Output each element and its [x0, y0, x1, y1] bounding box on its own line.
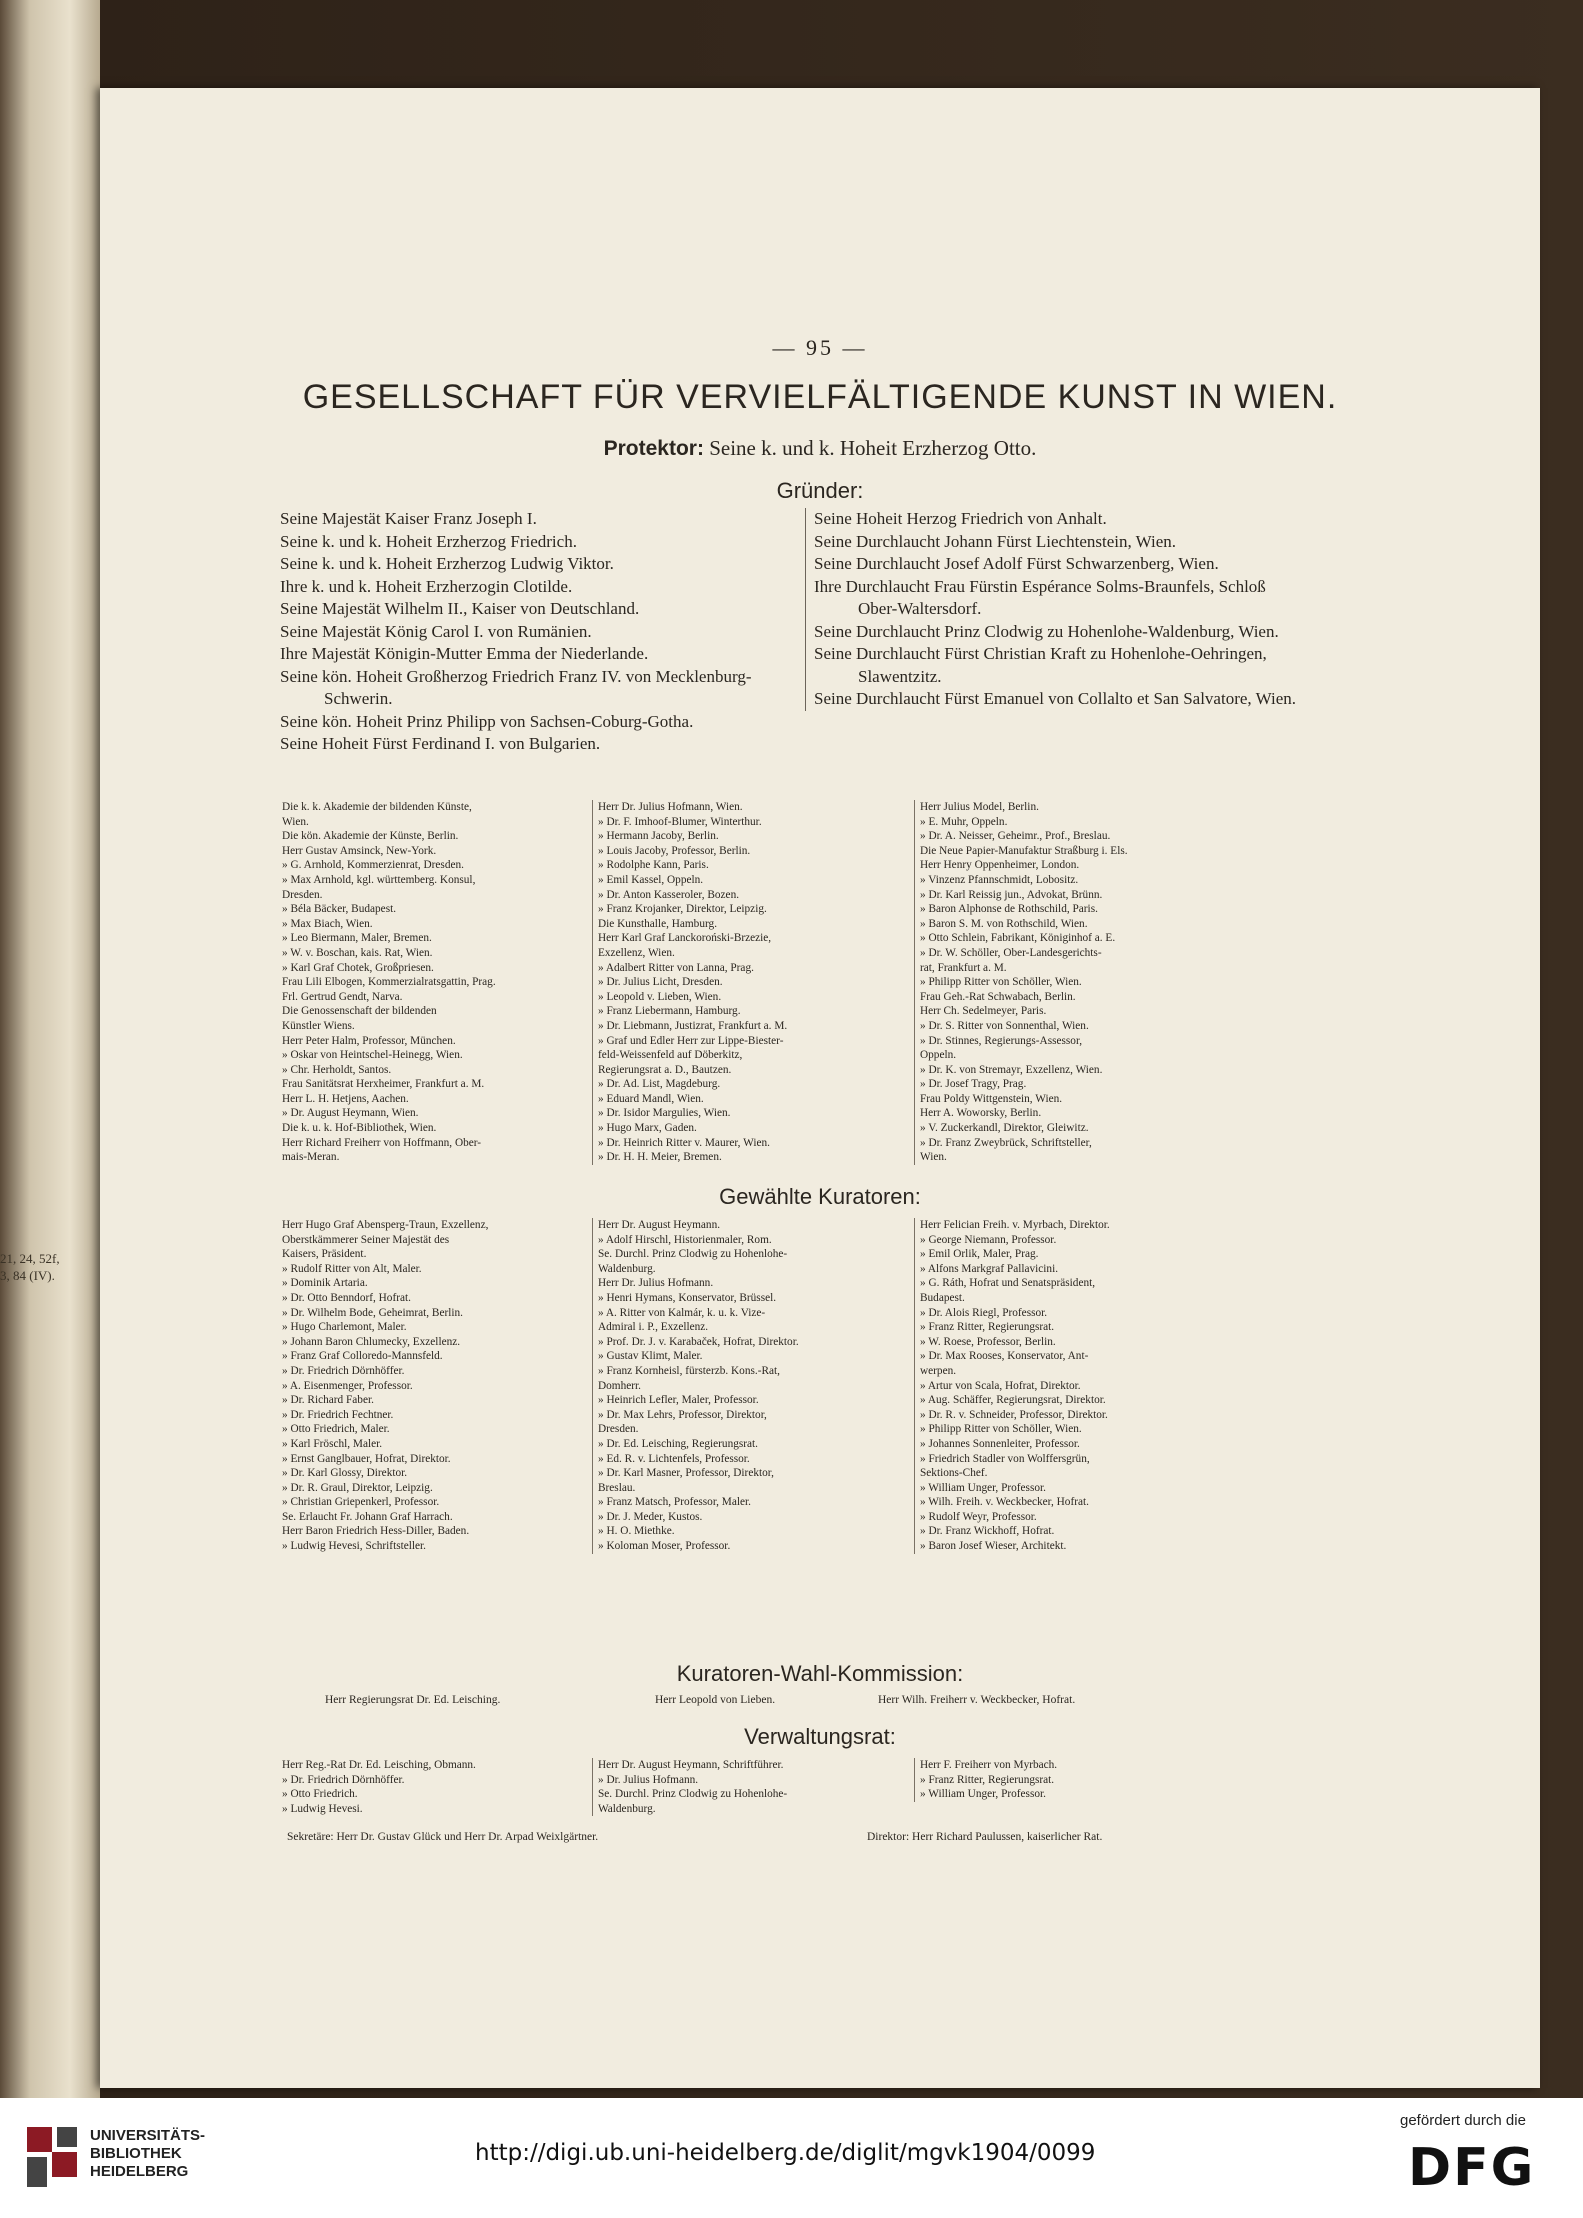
- member-entry: » Max Arnhold, kgl. württemberg. Konsul,: [282, 873, 476, 886]
- kurator-entry: » Emil Orlik, Maler, Prag.: [920, 1248, 1039, 1261]
- verwaltungsrat-column-2: [592, 1758, 918, 1816]
- kurator-entry: » Ludwig Hevesi, Schriftsteller.: [282, 1540, 427, 1553]
- member-entry: Die Genossenschaft der bildenden: [282, 1005, 437, 1018]
- member-entry: » Baron S. M. von Rothschild, Wien.: [920, 917, 1088, 930]
- kurator-entry: » Dr. R. Graul, Direktor, Leipzig.: [282, 1481, 433, 1494]
- member-entry: Herr Dr. Julius Hofmann, Wien.: [598, 801, 743, 813]
- member-entry: Herr L. H. Hetjens, Aachen.: [282, 1092, 409, 1105]
- member-entry: Herr Richard Freiherr von Hoffmann, Ober-: [282, 1136, 482, 1149]
- kuratoren-column-2: [592, 1218, 918, 1554]
- member-entry: Die Neue Papier-Manufaktur Straßburg i. Els.: [920, 844, 1128, 857]
- gruender-entry: Seine Majestät Wilhelm II., Kaiser von Deutschland.: [280, 599, 640, 618]
- kurator-entry: Herr Dr. Julius Hofmann.: [598, 1277, 714, 1290]
- kurator-entry: » Johann Baron Chlumecky, Exzellenz.: [282, 1335, 461, 1348]
- member-entry: Frau Geh.-Rat Schwabach, Berlin.: [920, 990, 1076, 1003]
- verwaltungsrat-entry: Se. Durchl. Prinz Clodwig zu Hohenlohe-: [598, 1788, 788, 1801]
- kwk-heading: Kuratoren-Wahl-Kommission:: [676, 1661, 964, 1686]
- verwaltungsrat-entry: » Ludwig Hevesi.: [282, 1802, 363, 1815]
- kuratoren-column-3: [914, 1218, 1305, 1554]
- members-column-3: [914, 800, 1305, 1165]
- gruender-entry: Ihre Majestät Königin-Mutter Emma der Niederlande.: [280, 644, 649, 663]
- member-entry: Oppeln.: [920, 1049, 957, 1062]
- kuratoren-column-1: [282, 1218, 602, 1554]
- member-entry: Frau Lili Elbogen, Kommerzialratsgattin, Prag.: [282, 976, 496, 989]
- kurator-entry: » Aug. Schäffer, Regierungsrat, Direktor.: [920, 1394, 1106, 1407]
- kurator-entry: » Dr. Friedrich Dörnhöffer.: [282, 1364, 405, 1377]
- kurator-entry: » Dr. Karl Glossy, Direktor.: [282, 1467, 408, 1480]
- kurator-entry: » Franz Kornheisl, fürsterzb. Kons.-Rat,: [598, 1364, 780, 1377]
- gruender-entry: Seine Hoheit Herzog Friedrich von Anhalt.: [814, 509, 1107, 528]
- kurator-entry: » Hugo Charlemont, Maler.: [282, 1321, 407, 1334]
- kurator-entry: » Dr. Karl Masner, Professor, Direktor,: [598, 1467, 774, 1480]
- member-entry: » V. Zuckerkandl, Direktor, Gleiwitz.: [920, 1122, 1089, 1135]
- member-entry: Herr Karl Graf Lanckoroński-Brzezie,: [598, 932, 772, 945]
- kurator-entry: Waldenburg.: [598, 1262, 656, 1275]
- library-logo-icon[interactable]: [22, 2122, 82, 2192]
- verwaltungsrat-entry: » Dr. Julius Hofmann.: [598, 1773, 699, 1786]
- verwaltungsrat-entry: » William Unger, Professor.: [920, 1788, 1046, 1801]
- kurator-entry: » G. Ráth, Hofrat und Senatspräsident,: [920, 1277, 1096, 1290]
- kurator-entry: » Dr. Friedrich Fechtner.: [282, 1408, 394, 1421]
- member-entry: » Dr. August Heymann, Wien.: [282, 1107, 419, 1120]
- member-entry: mais-Meran.: [282, 1151, 340, 1164]
- member-entry: » Emil Kassel, Oppeln.: [598, 873, 704, 886]
- gruender-entry: Seine kön. Hoheit Prinz Philipp von Sachsen-Coburg-Gotha.: [280, 711, 694, 731]
- kurator-entry: werpen.: [920, 1364, 957, 1377]
- gruender-right-column: [805, 508, 1306, 711]
- kurator-entry: Herr Baron Friedrich Hess-Diller, Baden.: [282, 1525, 470, 1538]
- kurator-entry: » Henri Hymans, Konservator, Brüssel.: [598, 1291, 777, 1304]
- kurator-entry: » Johannes Sonnenleiter, Professor.: [920, 1437, 1080, 1450]
- member-entry: » Dr. Ad. List, Magdeburg.: [598, 1078, 721, 1091]
- verwaltungsrat-column-3: [914, 1758, 1305, 1802]
- gruender-entry: Seine kön. Hoheit Großherzog Friedrich Franz IV. von Mecklenburg-Schwerin.: [280, 666, 752, 708]
- kwk-member: Herr Leopold von Lieben.: [655, 1694, 776, 1706]
- member-entry: » Dr. Karl Reissig jun., Advokat, Brünn.: [920, 888, 1103, 901]
- kurator-entry: » Adolf Hirschl, Historienmaler, Rom.: [598, 1233, 772, 1246]
- kurator-entry: » Franz Graf Colloredo-Mannsfeld.: [282, 1350, 443, 1363]
- member-entry: Herr Ch. Sedelmeyer, Paris.: [920, 1005, 1047, 1018]
- kurator-entry: » Wilh. Freih. v. Weckbecker, Hofrat.: [920, 1496, 1089, 1509]
- kurator-entry: » Rudolf Ritter von Alt, Maler.: [282, 1262, 422, 1275]
- member-entry: » Dr. S. Ritter von Sonnenthal, Wien.: [920, 1019, 1089, 1032]
- member-entry: Regierungsrat a. D., Bautzen.: [598, 1063, 732, 1076]
- kwk-member: Herr Wilh. Freiherr v. Weckbecker, Hofrat.: [878, 1694, 1076, 1706]
- gruender-entry: Seine Durchlaucht Johann Fürst Liechtenstein, Wien.: [814, 531, 1177, 551]
- member-entry: Herr Julius Model, Berlin.: [920, 801, 1039, 813]
- page-title: GESELLSCHAFT FÜR VERVIELFÄLTIGENDE KUNST IN WIEN.: [302, 378, 1338, 416]
- member-entry: » Dr. Heinrich Ritter v. Maurer, Wien.: [598, 1136, 770, 1149]
- member-entry: » G. Arnhold, Kommerzienrat, Dresden.: [282, 859, 464, 872]
- gruender-entry: Seine k. und k. Hoheit Erzherzog Ludwig Viktor.: [280, 554, 614, 573]
- sekretaere-line: Sekretäre: Herr Dr. Gustav Glück und Herr Dr. Arpad Weixlgärtner.: [287, 1831, 599, 1843]
- member-entry: » Franz Liebermann, Hamburg.: [598, 1005, 741, 1018]
- kurator-entry: » Dr. Richard Faber.: [282, 1394, 374, 1407]
- left-page-edge: [0, 0, 100, 2098]
- sponsor-text: gefördert durch die: [1400, 2112, 1526, 2129]
- kurator-entry: » A. Ritter von Kalmár, k. u. k. Vize-: [598, 1306, 766, 1319]
- kurator-entry: » Friedrich Stadler von Wolffersgrün,: [920, 1452, 1090, 1465]
- gruender-heading: Gründer:: [776, 478, 864, 503]
- gruender-entry: Seine Durchlaucht Prinz Clodwig zu Hohenlohe-Waldenburg, Wien.: [814, 621, 1279, 641]
- document-page: [100, 88, 1540, 2088]
- kurator-entry: » Koloman Moser, Professor.: [598, 1540, 731, 1553]
- gruender-entry: Seine Hoheit Fürst Ferdinand I. von Bulgarien.: [280, 734, 601, 753]
- dfg-logo[interactable]: DFG: [1408, 2138, 1536, 2198]
- member-entry: » Eduard Mandl, Wien.: [598, 1092, 704, 1105]
- member-entry: Die k. k. Akademie der bildenden Künste,: [282, 801, 472, 813]
- library-name-line: HEIDELBERG: [90, 2163, 189, 2180]
- kurator-entry: » Otto Friedrich, Maler.: [282, 1423, 390, 1436]
- member-entry: Herr Henry Oppenheimer, London.: [920, 859, 1080, 872]
- member-entry: Dresden.: [282, 888, 323, 901]
- member-entry: » Otto Schlein, Fabrikant, Königinhof a. E.: [920, 932, 1116, 945]
- member-entry: » Dr. Liebmann, Justizrat, Frankfurt a. M.: [598, 1019, 788, 1032]
- verwaltungsrat-entry: » Dr. Friedrich Dörnhöffer.: [282, 1773, 405, 1786]
- gruender-entry: Seine k. und k. Hoheit Erzherzog Friedrich.: [280, 531, 577, 551]
- member-entry: Herr A. Woworsky, Berlin.: [920, 1107, 1042, 1120]
- library-name-line: UNIVERSITÄTS-: [90, 2127, 206, 2144]
- kurator-entry: » A. Eisenmenger, Professor.: [282, 1379, 413, 1392]
- gruender-entry: Seine Durchlaucht Fürst Emanuel von Collalto et San Salvatore, Wien.: [814, 689, 1296, 708]
- kurator-entry: » Dr. J. Meder, Kustos.: [598, 1510, 703, 1523]
- library-name-line: BIBLIOTHEK: [90, 2145, 182, 2162]
- kurator-entry: Sektions-Chef.: [920, 1467, 988, 1480]
- kurator-entry: » Dr. Max Lehrs, Professor, Direktor,: [598, 1408, 767, 1421]
- member-entry: » Leo Biermann, Maler, Bremen.: [282, 932, 432, 945]
- member-entry: » Dr. A. Neisser, Geheimr., Prof., Breslau.: [920, 830, 1111, 843]
- verwaltungsrat-entry: Herr F. Freiherr von Myrbach.: [920, 1759, 1058, 1771]
- member-entry: » Max Biach, Wien.: [282, 917, 373, 930]
- member-entry: » Dr. Stinnes, Regierungs-Assessor,: [920, 1034, 1083, 1047]
- member-entry: » Oskar von Heintschel-Heinegg, Wien.: [282, 1049, 463, 1062]
- member-entry: Die k. u. k. Hof-Bibliothek, Wien.: [282, 1122, 437, 1135]
- verwaltungsrat-entry: Herr Reg.-Rat Dr. Ed. Leisching, Obmann.: [282, 1759, 476, 1771]
- member-entry: » Karl Graf Chotek, Großpriesen.: [282, 961, 434, 974]
- member-entry: » Hugo Marx, Gaden.: [598, 1122, 697, 1135]
- kurator-entry: » Dr. R. v. Schneider, Professor, Direktor.: [920, 1408, 1108, 1421]
- margin-note-line: 3, 84 (IV).: [0, 1268, 55, 1283]
- kuratoren-heading: Gewählte Kuratoren:: [719, 1184, 921, 1209]
- kurator-entry: » Prof. Dr. J. v. Karabaček, Hofrat, Direktor.: [598, 1335, 799, 1348]
- kurator-entry: » Dr. Wilhelm Bode, Geheimrat, Berlin.: [282, 1306, 463, 1319]
- kurator-entry: » William Unger, Professor.: [920, 1481, 1046, 1494]
- kurator-entry: Domherr.: [598, 1379, 641, 1392]
- kurator-entry: » George Niemann, Professor.: [920, 1233, 1057, 1246]
- kurator-entry: » Dr. Max Rooses, Konservator, Ant-: [920, 1350, 1089, 1363]
- member-entry: » Dr. Julius Licht, Dresden.: [598, 976, 723, 989]
- kurator-entry: » Ernst Ganglbauer, Hofrat, Direktor.: [282, 1452, 451, 1465]
- kurator-entry: » Dr. Alois Riegl, Professor.: [920, 1306, 1048, 1319]
- member-entry: feld-Weissenfeld auf Döberkitz,: [598, 1049, 743, 1062]
- protektor-text: Seine k. und k. Hoheit Erzherzog Otto.: [709, 436, 1037, 460]
- member-entry: » Rodolphe Kann, Paris.: [598, 859, 709, 872]
- gruender-entry: Seine Durchlaucht Josef Adolf Fürst Schwarzenberg, Wien.: [814, 554, 1219, 573]
- kurator-entry: » Gustav Klimt, Maler.: [598, 1350, 703, 1363]
- kurator-entry: » Christian Griepenkerl, Professor.: [282, 1496, 440, 1509]
- verwaltungsrat-column-1: [282, 1758, 602, 1816]
- member-entry: Frl. Gertrud Gendt, Narva.: [282, 990, 403, 1003]
- kurator-entry: » Artur von Scala, Hofrat, Direktor.: [920, 1379, 1081, 1392]
- member-entry: » E. Muhr, Oppeln.: [920, 815, 1008, 828]
- kurator-entry: » Alfons Markgraf Pallavicini.: [920, 1262, 1059, 1275]
- member-entry: » Dr. H. H. Meier, Bremen.: [598, 1151, 722, 1164]
- member-entry: Die Kunsthalle, Hamburg.: [598, 917, 718, 930]
- kurator-entry: » W. Roese, Professor, Berlin.: [920, 1335, 1056, 1348]
- members-column-2: [592, 800, 918, 1165]
- member-entry: » Dr. Isidor Margulies, Wien.: [598, 1107, 731, 1120]
- kurator-entry: Herr Dr. August Heymann.: [598, 1219, 721, 1231]
- kurator-entry: Oberstkämmerer Seiner Majestät des: [282, 1233, 450, 1246]
- members-column-1: [282, 800, 602, 1165]
- kurator-entry: » Philipp Ritter von Schöller, Wien.: [920, 1423, 1082, 1436]
- protektor-label: Protektor:: [603, 437, 704, 460]
- page-number: — 95 —: [772, 335, 868, 360]
- member-entry: Herr Peter Halm, Professor, München.: [282, 1034, 456, 1047]
- gruender-entry: Ihre k. und k. Hoheit Erzherzogin Clotilde.: [280, 576, 573, 596]
- kurator-entry: Breslau.: [598, 1481, 636, 1494]
- gruender-entry: Seine Majestät Kaiser Franz Joseph I.: [280, 509, 537, 528]
- member-entry: » Dr. W. Schöller, Ober-Landesgerichts-: [920, 946, 1102, 959]
- member-entry: » Béla Bäcker, Budapest.: [282, 903, 397, 916]
- kurator-entry: Herr Felician Freih. v. Myrbach, Direktor.: [920, 1219, 1110, 1231]
- kurator-entry: Budapest.: [920, 1291, 965, 1304]
- member-entry: » Dr. K. von Stremayr, Exzellenz, Wien.: [920, 1063, 1103, 1076]
- verwaltungsrat-entry: Herr Dr. August Heymann, Schriftführer.: [598, 1759, 784, 1771]
- margin-note-line: 21, 24, 52f,: [0, 1251, 60, 1266]
- kurator-entry: » Dr. Ed. Leisching, Regierungsrat.: [598, 1437, 759, 1450]
- kurator-entry: » Ed. R. v. Lichtenfels, Professor.: [598, 1452, 750, 1465]
- direktor-line: Direktor: Herr Richard Paulussen, kaiserlicher Rat.: [867, 1831, 1103, 1843]
- member-entry: » Baron Alphonse de Rothschild, Paris.: [920, 903, 1098, 916]
- member-entry: » Vinzenz Pfannschmidt, Lobositz.: [920, 873, 1079, 886]
- kurator-entry: Herr Hugo Graf Abensperg-Traun, Exzellenz,: [282, 1219, 489, 1231]
- member-entry: » Dr. F. Imhoof-Blumer, Winterthur.: [598, 815, 762, 828]
- member-entry: » Louis Jacoby, Professor, Berlin.: [598, 844, 751, 857]
- kurator-entry: Se. Durchl. Prinz Clodwig zu Hohenlohe-: [598, 1248, 788, 1261]
- verwaltungsrat-entry: » Otto Friedrich.: [282, 1788, 358, 1801]
- gruender-entry: Ihre Durchlaucht Frau Fürstin Espérance Solms-Braunfels, Schloß Ober-Waltersdorf.: [814, 576, 1266, 618]
- library-name[interactable]: [90, 2127, 205, 2181]
- member-entry: » Franz Krojanker, Direktor, Leipzig.: [598, 903, 767, 916]
- kurator-entry: » Baron Josef Wieser, Architekt.: [920, 1540, 1067, 1553]
- kurator-entry: » Karl Fröschl, Maler.: [282, 1437, 383, 1450]
- member-entry: » Hermann Jacoby, Berlin.: [598, 830, 719, 843]
- verwaltungsrat-entry: » Franz Ritter, Regierungsrat.: [920, 1773, 1055, 1786]
- member-entry: » Chr. Herholdt, Santos.: [282, 1063, 392, 1076]
- member-entry: Herr Gustav Amsinck, New-York.: [282, 844, 437, 857]
- kurator-entry: » Dr. Franz Wickhoff, Hofrat.: [920, 1525, 1055, 1538]
- protektor-line: [100, 436, 1540, 461]
- member-entry: » Graf und Edler Herr zur Lippe-Biester-: [598, 1034, 784, 1047]
- member-entry: Frau Sanitätsrat Herxheimer, Frankfurt a. M.: [282, 1078, 485, 1091]
- verwaltungsrat-entry: Waldenburg.: [598, 1802, 656, 1815]
- kurator-entry: » H. O. Miethke.: [598, 1525, 675, 1538]
- member-entry: Wien.: [282, 815, 309, 828]
- verwaltungsrat-heading: Verwaltungsrat:: [744, 1724, 896, 1749]
- gruender-entry: Seine Majestät König Carol I. von Rumänien.: [280, 621, 592, 641]
- kwk-member: Herr Regierungsrat Dr. Ed. Leisching.: [325, 1694, 501, 1706]
- kurator-entry: Kaisers, Präsident.: [282, 1248, 367, 1261]
- member-entry: Frau Poldy Wittgenstein, Wien.: [920, 1092, 1063, 1105]
- margin-note: [0, 1250, 90, 1284]
- kurator-entry: » Dr. Otto Benndorf, Hofrat.: [282, 1291, 411, 1304]
- kurator-entry: » Heinrich Lefler, Maler, Professor.: [598, 1394, 759, 1407]
- page-url-link[interactable]: http://digi.ub.uni-heidelberg.de/diglit/mgvk1904/0099: [475, 2140, 1096, 2166]
- member-entry: » W. v. Boschan, kais. Rat, Wien.: [282, 946, 433, 959]
- kurator-entry: » Franz Ritter, Regierungsrat.: [920, 1321, 1055, 1334]
- member-entry: Wien.: [920, 1151, 947, 1164]
- kurator-entry: » Dominik Artaria.: [282, 1277, 368, 1290]
- member-entry: » Leopold v. Lieben, Wien.: [598, 990, 722, 1003]
- member-entry: » Dr. Franz Zweybrück, Schriftsteller,: [920, 1136, 1092, 1149]
- member-entry: Künstler Wiens.: [282, 1019, 355, 1032]
- member-entry: » Adalbert Ritter von Lanna, Prag.: [598, 961, 754, 974]
- kurator-entry: Se. Erlaucht Fr. Johann Graf Harrach.: [282, 1510, 453, 1523]
- kurator-entry: » Franz Matsch, Professor, Maler.: [598, 1496, 751, 1509]
- member-entry: Die kön. Akademie der Künste, Berlin.: [282, 830, 459, 843]
- gruender-left-column: [280, 508, 780, 756]
- member-entry: rat, Frankfurt a. M.: [920, 961, 1007, 974]
- kurator-entry: Admiral i. P., Exzellenz.: [598, 1321, 709, 1334]
- member-entry: » Philipp Ritter von Schöller, Wien.: [920, 976, 1082, 989]
- kurator-entry: » Rudolf Weyr, Professor.: [920, 1510, 1037, 1523]
- kurator-entry: Dresden.: [598, 1423, 639, 1436]
- member-entry: Exzellenz, Wien.: [598, 946, 675, 959]
- member-entry: » Dr. Josef Tragy, Prag.: [920, 1078, 1027, 1091]
- gruender-entry: Seine Durchlaucht Fürst Christian Kraft zu Hohenlohe-Oehringen, Slawentzitz.: [814, 644, 1267, 686]
- member-entry: » Dr. Anton Kasseroler, Bozen.: [598, 888, 740, 901]
